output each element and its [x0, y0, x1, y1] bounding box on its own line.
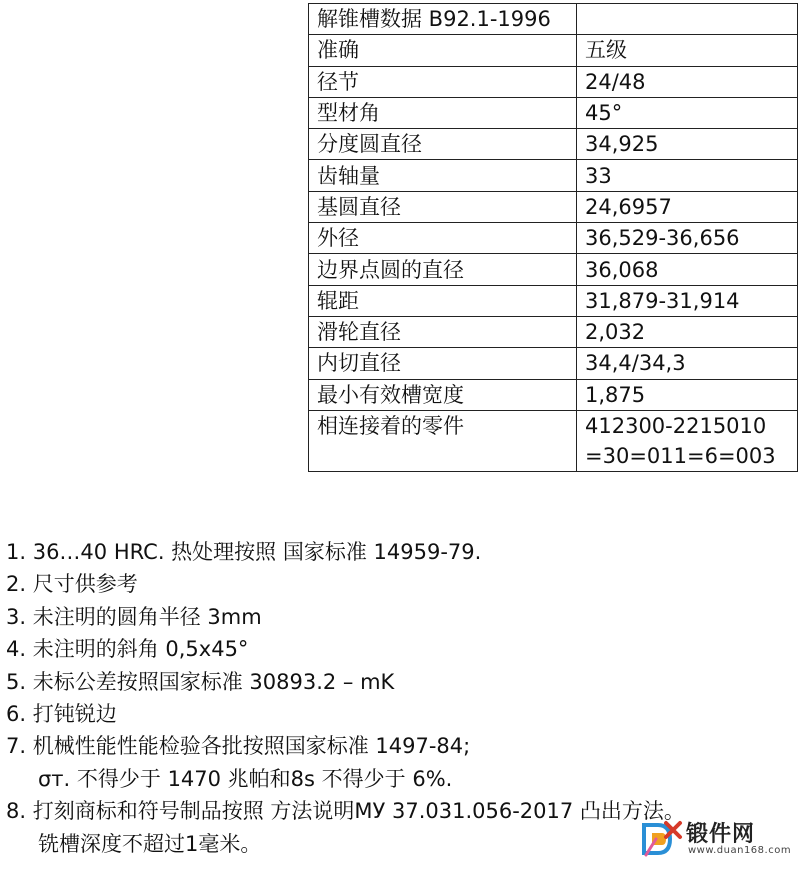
table-row	[309, 160, 798, 191]
row-label: 准确	[309, 35, 577, 66]
row-label: 型材角	[309, 97, 577, 128]
site-watermark	[640, 815, 790, 865]
row-label: 基圆直径	[309, 191, 577, 222]
row-value-line-1: 412300-2215010	[585, 413, 767, 438]
row-value: 2,032	[577, 316, 798, 347]
note-item: 2. 尺寸供参考	[6, 572, 138, 597]
gear-data-table	[308, 3, 798, 472]
table-row	[309, 191, 798, 222]
row-label-text: 相连接着的零件	[317, 413, 464, 438]
row-value: 31,879-31,914	[577, 285, 798, 316]
note-item: 1. 36…40 HRC. 热处理按照 国家标准 14959-79.	[6, 540, 482, 564]
table-row	[309, 35, 798, 66]
row-label: 最小有效槽宽度	[309, 379, 577, 410]
note-item-continuation: 铣槽深度不超过1毫米。	[38, 831, 262, 856]
table-title-value	[577, 4, 798, 35]
watermark-url: www.duan168.com	[688, 845, 792, 856]
table-row	[309, 254, 798, 285]
table-row	[309, 410, 798, 471]
row-value: 33	[577, 160, 798, 191]
row-value: 24/48	[577, 66, 798, 97]
note-item: 8. 打刻商标和符号制品按照 方法说明МУ 37.031.056-2017 凸出方法。	[6, 799, 685, 824]
technical-notes	[6, 536, 796, 860]
table-row	[309, 348, 798, 379]
row-label: 径节	[309, 66, 577, 97]
row-value: 1,875	[577, 379, 798, 410]
row-value: 24,6957	[577, 191, 798, 222]
table-row	[309, 97, 798, 128]
table-title: 解锥槽数据 B92.1-1996	[309, 4, 577, 35]
row-label: 滑轮直径	[309, 316, 577, 347]
row-value: 34,925	[577, 129, 798, 160]
row-label: 内切直径	[309, 348, 577, 379]
row-value: 34,4/34,3	[577, 348, 798, 379]
row-label: 边界点圆的直径	[309, 254, 577, 285]
table-row	[309, 223, 798, 254]
note-item: 5. 未标公差按照国家标准 30893.2 – mK	[6, 669, 395, 694]
note-item: 3. 未注明的圆角半径 3mm	[6, 604, 262, 629]
table-row	[309, 316, 798, 347]
row-value: 五级	[577, 35, 798, 66]
row-value: 45°	[577, 97, 798, 128]
table-row	[309, 129, 798, 160]
row-label	[309, 410, 577, 471]
row-value: 36,068	[577, 254, 798, 285]
watermark-name: 锻件网	[686, 822, 756, 847]
table-row	[309, 285, 798, 316]
forging-logo-icon	[640, 819, 684, 859]
table-header-row	[309, 4, 798, 35]
row-label: 外径	[309, 223, 577, 254]
table-row	[309, 379, 798, 410]
row-label: 辊距	[309, 285, 577, 316]
row-value	[577, 410, 798, 471]
table-row	[309, 66, 798, 97]
row-value: 36,529-36,656	[577, 223, 798, 254]
note-item: 7. 机械性能性能检验各批按照国家标准 1497-84;	[6, 734, 471, 759]
row-label: 齿轴量	[309, 160, 577, 191]
note-item-continuation: σт. 不得少于 1470 兆帕和8s 不得少于 6%.	[38, 766, 453, 791]
row-value-line-2: =30=011=6=003	[585, 443, 776, 468]
note-item: 6. 打钝锐边	[6, 701, 117, 726]
note-item: 4. 未注明的斜角 0,5x45°	[6, 637, 249, 662]
row-label: 分度圆直径	[309, 129, 577, 160]
